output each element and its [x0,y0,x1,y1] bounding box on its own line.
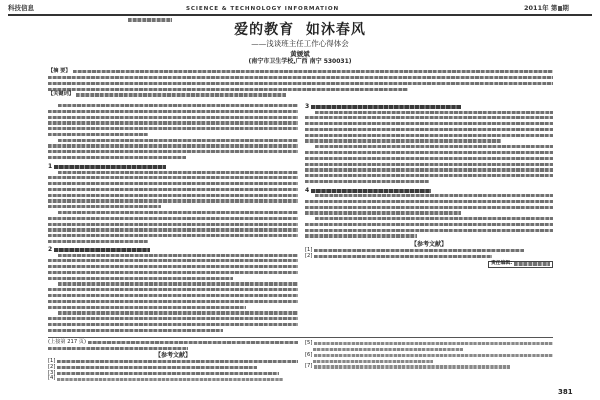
text-line [48,259,298,262]
text-line [58,282,298,285]
author-affiliation: (南宁市卫生学校,广西 南宁 530031) [248,58,352,65]
text-line [48,110,298,113]
editor-label: 责任编辑: [491,261,513,267]
text-line [58,139,298,142]
text-line [48,277,233,280]
header-rule [8,14,592,15]
issue-year: 2011年 [524,4,551,12]
reference-label: [4] [48,375,56,382]
section-title-text [54,165,166,169]
text-line [315,145,553,148]
body-paragraph [305,111,553,186]
text-line [48,127,298,130]
abstract [48,69,553,98]
section-heading-3 [305,104,461,110]
text-line [313,360,433,363]
text-line [48,205,161,208]
text-line [48,176,298,179]
text-line [48,234,298,237]
text-line [48,116,298,119]
column-tag [128,7,172,11]
body-paragraph [48,254,298,335]
text-line [57,360,298,363]
reference-label: [6] [305,351,313,358]
text-line [48,76,553,79]
text-line [88,341,298,344]
text-line [305,139,501,142]
text-line [305,206,553,209]
reference-label: [7] [305,363,313,370]
reference-item [305,254,553,260]
reference-label: [5] [305,340,313,346]
text-line [314,342,553,345]
text-line [57,378,283,381]
text-line [315,194,553,197]
section-number: 4 [305,186,310,194]
editor-name-text [514,262,550,265]
issue-info [524,4,569,12]
reference-label: [2] [48,363,56,370]
text-line [48,271,298,274]
keywords-label: 【关键词】 [48,91,74,98]
text-line [305,234,417,237]
article-subtitle: ——浅谈班主任工作心得体会 [251,39,349,48]
text-line [48,323,298,326]
text-line [58,254,298,257]
text-line [48,329,223,332]
text-line [305,128,553,131]
text-line [48,82,553,85]
text-line [305,157,553,160]
text-line [48,188,298,191]
body-paragraph [305,194,553,240]
text-line [48,133,148,136]
text-line [48,347,188,350]
section-title-text [311,189,431,193]
journal-name-en: SCIENCE & TECHNOLOGY INFORMATION [186,5,340,12]
reference-item [305,364,553,370]
text-line [305,180,429,183]
text-line [305,168,553,171]
text-line [58,311,298,314]
text-line [313,348,463,351]
text-line [305,174,553,177]
text-line [305,151,553,154]
text-line [76,93,286,96]
text-line [48,217,298,220]
author-name: 黄媛斌 [290,50,310,58]
text-line [314,255,492,258]
references-title: 【参考文献】 [410,240,447,248]
text-line [48,228,298,231]
text-line [48,144,298,147]
reference-label: [2] [305,252,313,259]
text-line [315,111,553,114]
section-heading-4 [305,188,431,194]
continued-from-label: (上接第 217 页) [48,339,86,345]
continued-text [48,340,298,352]
text-line [48,194,298,197]
reference-list [305,248,553,260]
section-title-text [311,105,461,109]
text-line [305,163,553,166]
continued-reference-list-right [305,341,553,370]
section-number: 1 [48,163,53,170]
text-line [314,365,510,368]
section-title-text [54,248,150,252]
text-line [48,156,186,159]
text-line [305,116,553,119]
text-line [48,121,298,124]
text-line [305,211,461,214]
text-line [48,199,298,202]
text-line [48,317,298,320]
text-line [57,372,279,375]
text-line [48,294,298,297]
reference-label: [3] [48,369,56,376]
text-line [315,217,553,220]
text-line [48,223,298,226]
text-line [314,354,553,357]
section-number: 3 [305,103,310,110]
text-line [48,300,298,303]
text-line [48,306,246,309]
text-line [58,171,298,174]
text-line [305,134,553,137]
text-line [48,288,298,291]
section-heading-2 [48,247,150,253]
text-line [305,200,553,203]
text-line [73,70,553,73]
text-line [48,150,298,153]
reference-label: [1] [48,358,56,364]
issue-suffix: 期 [562,4,569,12]
text-line [305,122,553,125]
article-title: 爱的教育 如沐春风 [234,22,366,38]
page-number: 381 [558,388,573,396]
section-heading-1 [48,164,166,170]
text-line [48,240,148,243]
continued-reference-list-left [48,359,298,382]
editor-credit [488,261,553,268]
keywords-line [48,92,553,98]
continued-line [48,346,298,352]
journal-name-cn: 科技信息 [8,4,34,12]
continued-references-title: 【参考文献】 [154,352,191,359]
reference-item [48,376,298,382]
issue-prefix: 第 [550,4,558,12]
abstract-label: 【摘 要】 [48,68,71,74]
section-number: 2 [48,246,53,253]
text-line [48,182,298,185]
text-line [305,223,553,226]
text-line [48,88,408,91]
body-paragraph [48,171,298,246]
body-paragraph [48,104,298,162]
text-line [314,249,524,252]
reference-label: [1] [305,247,313,253]
section-separator [48,337,553,338]
text-line [48,265,298,268]
text-line [305,229,553,232]
text-line [58,211,298,214]
text-line [58,104,298,107]
text-line [57,366,257,369]
